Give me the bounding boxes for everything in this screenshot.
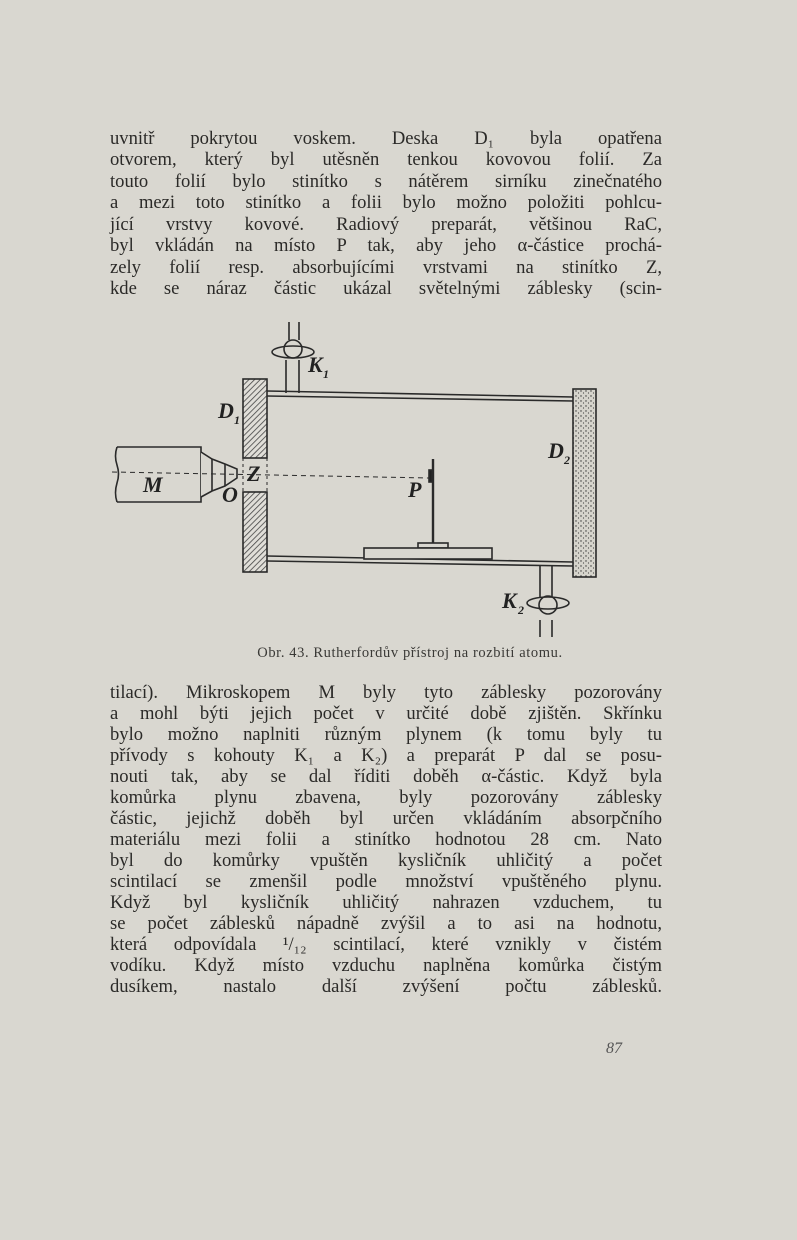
text-line: tilací). Mikroskopem M byly tyto záblesky pozorovány <box>110 682 662 703</box>
text-line: kde se náraz částic ukázal světelnými záblesky (scin- <box>110 278 662 299</box>
label-o: O <box>222 482 238 507</box>
svg-text:1: 1 <box>323 367 329 381</box>
text-line: přívody s kohouty K₁ a K₂) a preparát P dal se posu- <box>110 745 662 766</box>
text-line: materiálu mezi folii a stinítko hodnotou 28 cm. Nato <box>110 829 662 850</box>
text-line: a mezi toto stinítko a folii bylo možno položiti pohlcu- <box>110 192 662 213</box>
text-line: dusíkem, nastalo další zvýšení počtu záblesků. <box>110 976 662 997</box>
label-k2: K <box>502 588 517 613</box>
text-line: zely folií resp. absorbujícími vrstvami na stinítko Z, <box>110 257 662 278</box>
figure-caption: Obr. 43. Rutherfordův přístroj na rozbití atomu. <box>257 645 563 661</box>
plate-d2 <box>573 389 596 577</box>
text-line: scintilací se zmenšil podle množství vpuštěného plynu. <box>110 871 662 892</box>
text-line: nouti tak, aby se dal říditi doběh α-částic. Když byla <box>110 766 662 787</box>
text-line: vodíku. Když místo vzduchu naplněna komůrka čistým <box>110 955 662 976</box>
label-d2: D <box>548 438 564 463</box>
text-line: byl do komůrky vpuštěn kysličník uhličitý a počet <box>110 850 662 871</box>
svg-text:2: 2 <box>518 603 524 617</box>
stand-base <box>364 548 492 559</box>
label-m: M <box>143 472 163 497</box>
text-line: uvnitř pokrytou voskem. Deska D₁ byla opatřena <box>110 128 662 149</box>
svg-text:2: 2 <box>564 453 570 467</box>
text-line: touto folií bylo stinítko s nátěrem sirníku zinečnatého <box>110 171 662 192</box>
text-line: byl vkládán na místo P tak, aby jeho α-částice prochá- <box>110 235 662 256</box>
chamber-top-wall <box>267 391 573 401</box>
text-line: komůrka plynu zbavena, byly pozorovány záblesky <box>110 787 662 808</box>
plate-d1-lower <box>243 492 267 572</box>
text-line: jící vrstvy kovové. Radiový preparát, většinou RaC, <box>110 214 662 235</box>
text-line: otvorem, který byl utěsněn tenkou kovovou folií. Za <box>110 149 662 170</box>
text-line: a mohl býti jejich počet v určité době zjištěn. Skřínku <box>110 703 662 724</box>
page-number: 87 <box>606 1040 622 1057</box>
plate-d1-upper <box>243 379 267 458</box>
label-d1: D <box>218 398 234 423</box>
text-line: bylo možno naplniti různým plynem (k tomu byly tu <box>110 724 662 745</box>
label-k1: K <box>308 352 323 377</box>
svg-text:1: 1 <box>234 413 240 427</box>
text-line: která odpovídala ¹/₁₂ scintilací, které vznikly v čistém <box>110 934 662 955</box>
source-p <box>429 470 432 482</box>
text-line: se počet záblesků nápadně zvýšil a to asi na hodnotu, <box>110 913 662 934</box>
text-line: částic, jejichž doběh byl určen vkládáním absorpčního <box>110 808 662 829</box>
text-line: Když byl kysličník uhličitý nahrazen vzduchem, tu <box>110 892 662 913</box>
label-p: P <box>408 477 422 502</box>
label-z: Z <box>247 461 261 486</box>
